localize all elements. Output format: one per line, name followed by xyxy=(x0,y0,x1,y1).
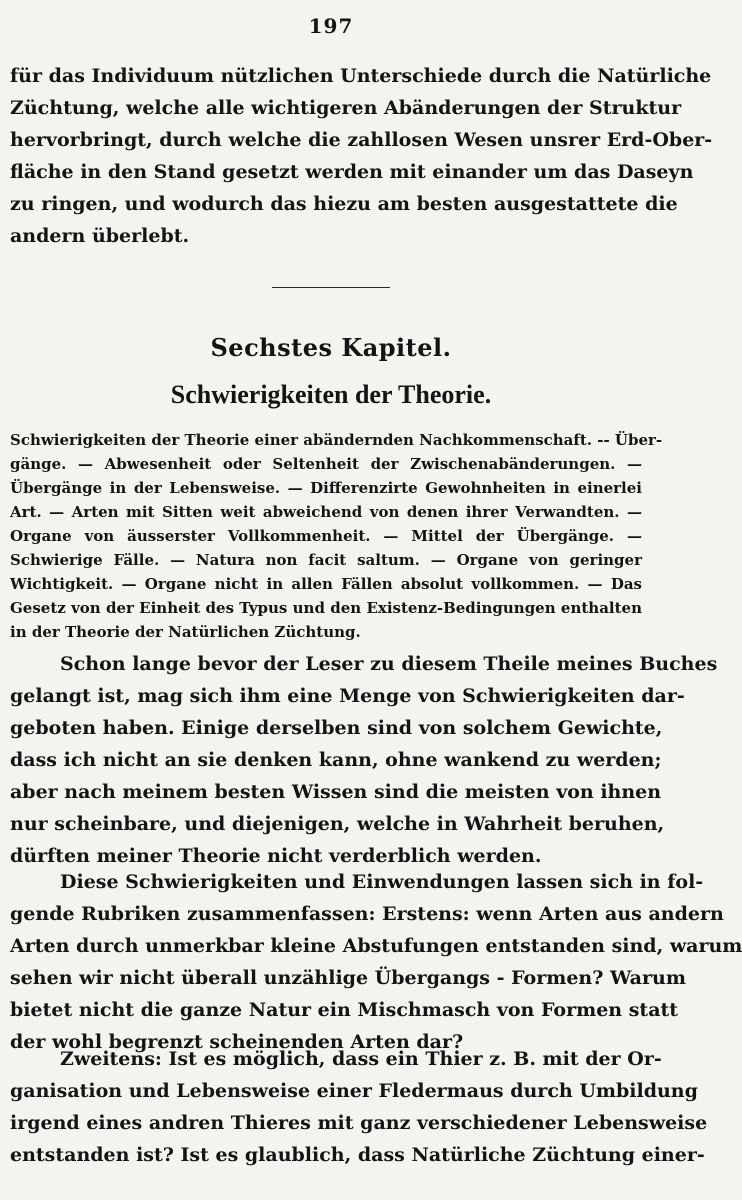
summary-line: Organe von äusserster Vollkommenheit. — Mittel der Übergänge. — xyxy=(10,527,642,545)
text-line: hervorbringt, durch welche die zahllosen Wesen unsrer Erd-Ober- xyxy=(10,129,713,151)
text-line: dass ich nicht an sie denken kann, ohne wankend zu werden; xyxy=(10,749,662,771)
summary-line: gänge. — Abwesenheit oder Seltenheit der Zwischenabänderungen. — xyxy=(10,455,642,473)
chapter-title: Schwierigkeiten der Theorie. xyxy=(170,380,492,409)
text-line: andern überlebt. xyxy=(10,225,190,247)
text-line: dürften meiner Theorie nicht verderblich werden. xyxy=(10,845,542,867)
text-line: irgend eines andren Thieres mit ganz verschiedener Lebensweise xyxy=(10,1112,708,1134)
text-line: entstanden ist? Ist es glaublich, dass Natürliche Züchtung einer- xyxy=(10,1144,705,1166)
text-line: geboten haben. Einige derselben sind von solchem Gewichte, xyxy=(10,717,663,739)
text-line: Diese Schwierigkeiten und Einwendungen lassen sich in fol- xyxy=(60,871,704,893)
paragraph-zweitens xyxy=(10,1043,708,1171)
text-line: Zweitens: Ist es möglich, dass ein Thier z. B. mit der Or- xyxy=(60,1048,662,1070)
summary-line: in der Theorie der Natürlichen Züchtung. xyxy=(10,623,361,641)
text-line: Arten durch unmerkbar kleine Abstufungen entstanden sind, warum xyxy=(10,935,742,957)
text-line: sehen wir nicht überall unzählige Übergangs - Formen? Warum xyxy=(10,967,686,989)
summary-line: Art. — Arten mit Sitten weit abweichend von denen ihrer Verwandten. — xyxy=(10,503,642,521)
text-line: Schon lange bevor der Leser zu diesem Theile meines Buches xyxy=(60,653,718,675)
chapter-label: Sechstes Kapitel. xyxy=(210,333,452,362)
paragraph-schon xyxy=(10,648,718,872)
text-line: nur scheinbare, und diejenigen, welche in Wahrheit beruhen, xyxy=(10,813,665,835)
chapter-summary xyxy=(10,428,663,644)
page-number: 197 xyxy=(308,14,354,38)
summary-line: Schwierigkeiten der Theorie einer abändernden Nachkommenschaft. -- Über- xyxy=(10,431,663,449)
text-line: für das Individuum nützlichen Unterschiede durch die Natürliche xyxy=(10,65,712,87)
paragraph-diese xyxy=(10,866,742,1058)
summary-line: Schwierige Fälle. — Natura non facit saltum. — Organe von geringer xyxy=(10,551,642,569)
text-line: zu ringen, und wodurch das hiezu am besten ausgestattete die xyxy=(10,193,678,215)
section-divider xyxy=(272,287,390,288)
summary-line: Übergänge in der Lebensweise. — Differenzirte Gewohnheiten in einerlei xyxy=(10,479,642,497)
continued-paragraph xyxy=(10,60,713,252)
text-line: fläche in den Stand gesetzt werden mit einander um das Daseyn xyxy=(10,161,694,183)
text-line: gende Rubriken zusammenfassen: Erstens: wenn Arten aus andern xyxy=(10,903,724,925)
summary-line: Gesetz von der Einheit des Typus und den Existenz-Bedingungen enthalten xyxy=(10,599,642,617)
text-line: gelangt ist, mag sich ihm eine Menge von Schwierigkeiten dar- xyxy=(10,685,685,707)
text-line: der wohl begrenzt scheinenden Arten dar? xyxy=(10,1031,464,1053)
text-line: Züchtung, welche alle wichtigeren Abänderungen der Struktur xyxy=(10,97,682,119)
text-line: ganisation und Lebensweise einer Fledermaus durch Umbildung xyxy=(10,1080,698,1102)
text-line: aber nach meinem besten Wissen sind die meisten von ihnen xyxy=(10,781,662,803)
text-line: bietet nicht die ganze Natur ein Mischmasch von Formen statt xyxy=(10,999,679,1021)
summary-line: Wichtigkeit. — Organe nicht in allen Fällen absolut vollkommen. — Das xyxy=(10,575,642,593)
